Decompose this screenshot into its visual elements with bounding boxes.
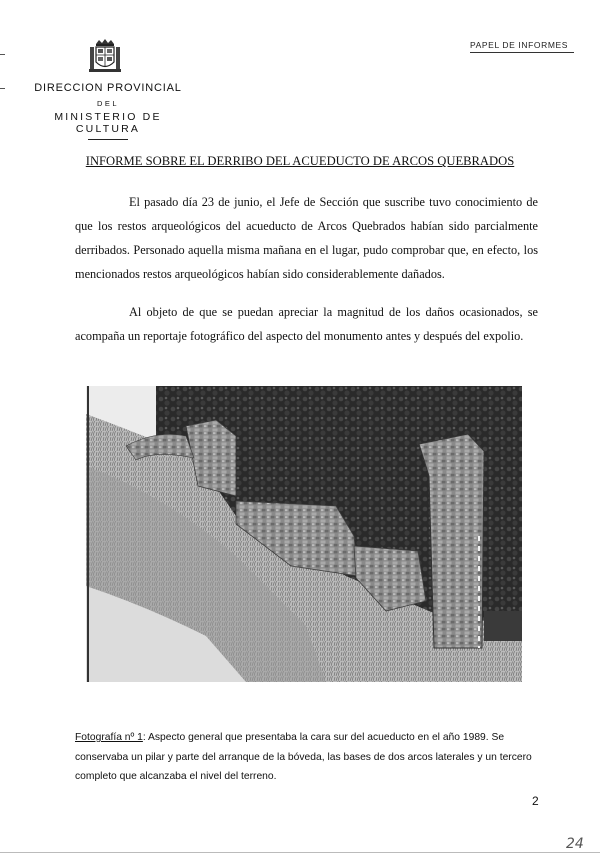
paper-label: PAPEL DE INFORMES [470,40,574,53]
office-line-1: DIRECCION PROVINCIAL [34,82,182,94]
report-title: INFORME SOBRE EL DERRIBO DEL ACUEDUCTO DE ARCOS QUEBRADOS [85,154,515,168]
office-underline [88,139,128,140]
caption-label: Fotografía nº 1 [75,732,143,743]
punch-mark-bottom [0,88,5,89]
punch-mark-top [0,54,5,55]
caption-text: : Aspecto general que presentaba la cara sur del acueducto en el año 1989. Se conservaba un pilar y parte del arranque de la bóveda, las bases de dos arcos laterales y un tercero completo que alcanzaba el nivel del terreno. [75,732,532,782]
issuing-office [20,82,196,140]
handwritten-archive-number: 24 [566,836,584,852]
paragraph-2: Al objeto de que se puedan apreciar la magnitud de los daños ocasionados, se acompaña un reportaje fotográfico del aspecto del monumento antes y después del expolio. [75,305,538,343]
aqueduct-photograph [86,386,522,682]
coat-of-arms-icon [88,38,122,74]
photo-caption [75,728,551,787]
scan-edge-line [0,852,600,853]
page-number: 2 [532,794,539,808]
office-line-2: DEL [96,99,120,108]
office-line-3: MINISTERIO DE CULTURA [54,111,162,135]
paragraph-1: El pasado día 23 de junio, el Jefe de Sección que suscribe tuvo conocimiento de que los restos arqueológicos del acueducto de Arcos Quebrados habían sido parcialmente derribados. Personado aquella misma mañana en el lugar, pudo comprobar que, en efecto, los mencionados restos arqueológicos habían sido considerablemente dañados. [75,195,538,281]
